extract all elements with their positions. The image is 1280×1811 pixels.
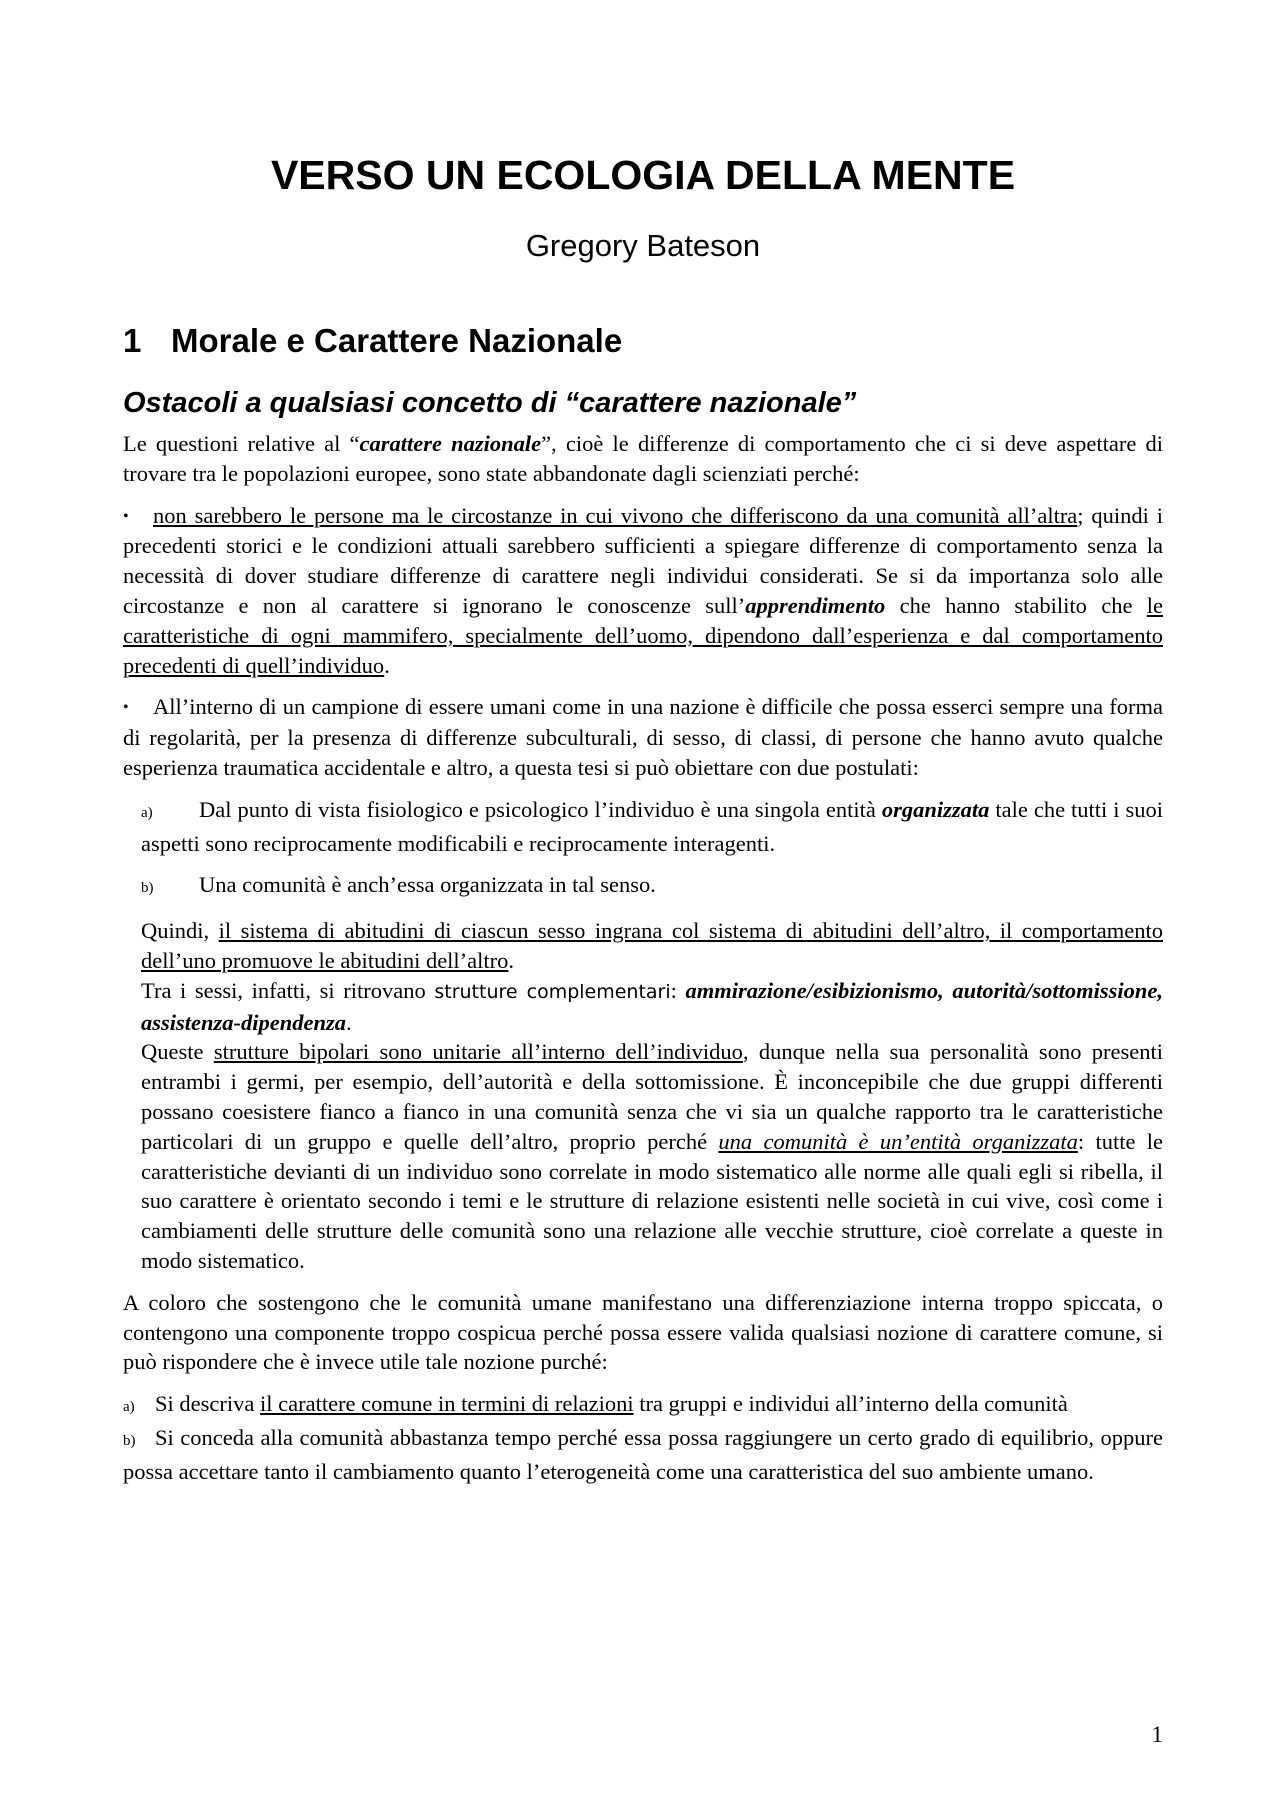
- intro-text: Le questioni relative al “: [123, 431, 360, 456]
- list-marker: a): [123, 1399, 135, 1416]
- document-body: [123, 429, 1163, 1487]
- paragraph-text: Tra i sessi, infatti, si ritrovano: [141, 977, 435, 1003]
- quindi-paragraph: [141, 916, 1163, 976]
- postulate-item-b: [141, 870, 1163, 904]
- document-author: Gregory Bateson: [525, 228, 761, 263]
- postulate-item-a: [141, 795, 1163, 859]
- paragraph-text: , dunque nella sua personalità sono presenti entrambi i germi, per esempio, dell’autorità e della sottomissione. È inconcepibile che due gruppi differenti possano coesistere fianco a fianco in una comunità senza che vi sia un qualche rapporto tra le caratteristiche particolari di un gruppo e quelle dell’altro, proprio perché: [141, 1039, 1164, 1154]
- bullet-text: che hanno stabilito che: [885, 592, 1147, 618]
- list-marker: b): [123, 1432, 136, 1449]
- underlined-text: le caratteristiche di ogni mammifero, specialmente dell’uomo, dipendono dall’esperienza e dal comportamento precedenti di quell’individuo: [123, 592, 1163, 678]
- document-title: VERSO UN ECOLOGIA DELLA MENTE: [270, 152, 1016, 198]
- styled-term: strutture complementari: [434, 980, 671, 1003]
- intro-emphasis: carattere nazionale: [359, 431, 542, 456]
- underlined-text: non sarebbero le persone ma le circostanze in cui vivono che differiscono da una comunità all’altra: [153, 502, 1078, 528]
- paragraph-text: : tutte le caratteristiche devianti di un individuo sono correlate in modo sistematico alle norme alle quali egli si ribella, il suo carattere è orientato secondo i temi e le strutture di relazione esistenti nelle società in cui vive, così come i cambiamenti delle strutture delle comunità sono una relazione alle vecchie strutture, cioè correlate a queste in modo sistematico.: [141, 1128, 1163, 1273]
- conclusion-paragraph: A coloro che sostengono che le comunità umane manifestano una differenziazione interna troppo spiccata, o contengono una componente troppo cospicua perché possa essere valida qualsiasi nozione di carattere comune, si può rispondere che è invece utile tale nozione purché:: [123, 1289, 1163, 1375]
- queste-paragraph: [141, 1037, 1163, 1275]
- bullet-item-sample: [123, 692, 1163, 782]
- bullet-marker: •: [123, 699, 129, 717]
- chapter-number: 1: [123, 322, 142, 359]
- condition-text: Si descriva: [155, 1391, 260, 1417]
- paragraph-text: :: [670, 977, 686, 1003]
- postulate-text: Una comunità è anch’essa organizzata in tal senso.: [199, 872, 656, 898]
- bullet-item-circumstances: [123, 501, 1163, 681]
- postulate-text: tale che tutti i suoi aspetti sono reciprocamente modificabili e reciprocamente interagenti.: [141, 796, 1163, 856]
- intro-paragraph: [123, 429, 1163, 489]
- underlined-text: il sistema di abitudini di ciascun sesso ingrana col sistema di abitudini dell’altro, il comportamento dell’uno promuove le abitudini dell’altro: [141, 918, 1163, 973]
- list-marker: a): [141, 804, 153, 821]
- intro-text: ”, cioè le differenze di comportamento che ci si deve aspettare di trovare tra le popolazioni europee, sono state abbandonate dagli scienziati perché:: [123, 431, 1163, 486]
- bullet-text: ; quindi i precedenti storici e le condizioni attuali sarebbero sufficienti a spiegare differenze di comportamento senza la necessità di dover studiare differenze di carattere negli individui considerati. Se si da importanza solo alle circostanze e non al carattere si ignorano le conoscenze sull’: [123, 502, 1163, 618]
- emphasis-text: ammirazione/esibizionismo, autorità/sottomissione, assistenza-dipendenza: [141, 977, 1163, 1035]
- paragraph-text: Quindi,: [141, 918, 219, 944]
- underlined-text: strutture bipolari sono unitarie all’interno dell’individuo: [213, 1039, 743, 1065]
- paragraph-text: .: [346, 1009, 352, 1035]
- paragraph-text: .: [508, 947, 515, 973]
- emphasis-text: organizzata: [881, 796, 990, 822]
- chapter-title: Morale e Carattere Nazionale: [171, 322, 623, 359]
- condition-text: Si conceda alla comunità abbastanza tempo perché essa possa raggiungere un certo grado di equilibrio, oppure possa accettare tanto il cambiamento quanto l’eterogeneità come una caratteristica del suo ambiente umano.: [123, 1424, 1163, 1484]
- bullet-marker: •: [123, 507, 129, 525]
- sessi-paragraph: [141, 976, 1163, 1038]
- page-number: 1: [1151, 1722, 1163, 1747]
- condition-item-a: [123, 1389, 1163, 1423]
- section-heading: Ostacoli a qualsiasi concetto di “carattere nazionale”: [123, 387, 857, 419]
- postulate-text: Dal punto di vista fisiologico e psicologico l’individuo è una singola entità: [199, 796, 882, 822]
- list-marker: b): [141, 880, 154, 897]
- condition-text: tra gruppi e individui all’interno della comunità: [633, 1391, 1068, 1417]
- bullet-text: .: [384, 652, 390, 678]
- chapter-heading: [123, 322, 622, 360]
- condition-item-b: [123, 1423, 1163, 1487]
- paragraph-text: Queste: [141, 1039, 214, 1065]
- bullet-text: All’interno di un campione di essere umani come in una nazione è difficile che possa esserci sempre una forma di regolarità, per la presenza di differenze subculturali, di sesso, di classi, di persone che hanno avuto qualche esperienza traumatica accidentale e altro, a questa tesi si può obiettare con due postulati:: [123, 694, 1163, 780]
- emphasis-text: apprendimento: [745, 592, 886, 618]
- underlined-italic-text: una comunità è un’entità organizzata: [718, 1128, 1078, 1154]
- underlined-text: il carattere comune in termini di relazioni: [259, 1391, 634, 1417]
